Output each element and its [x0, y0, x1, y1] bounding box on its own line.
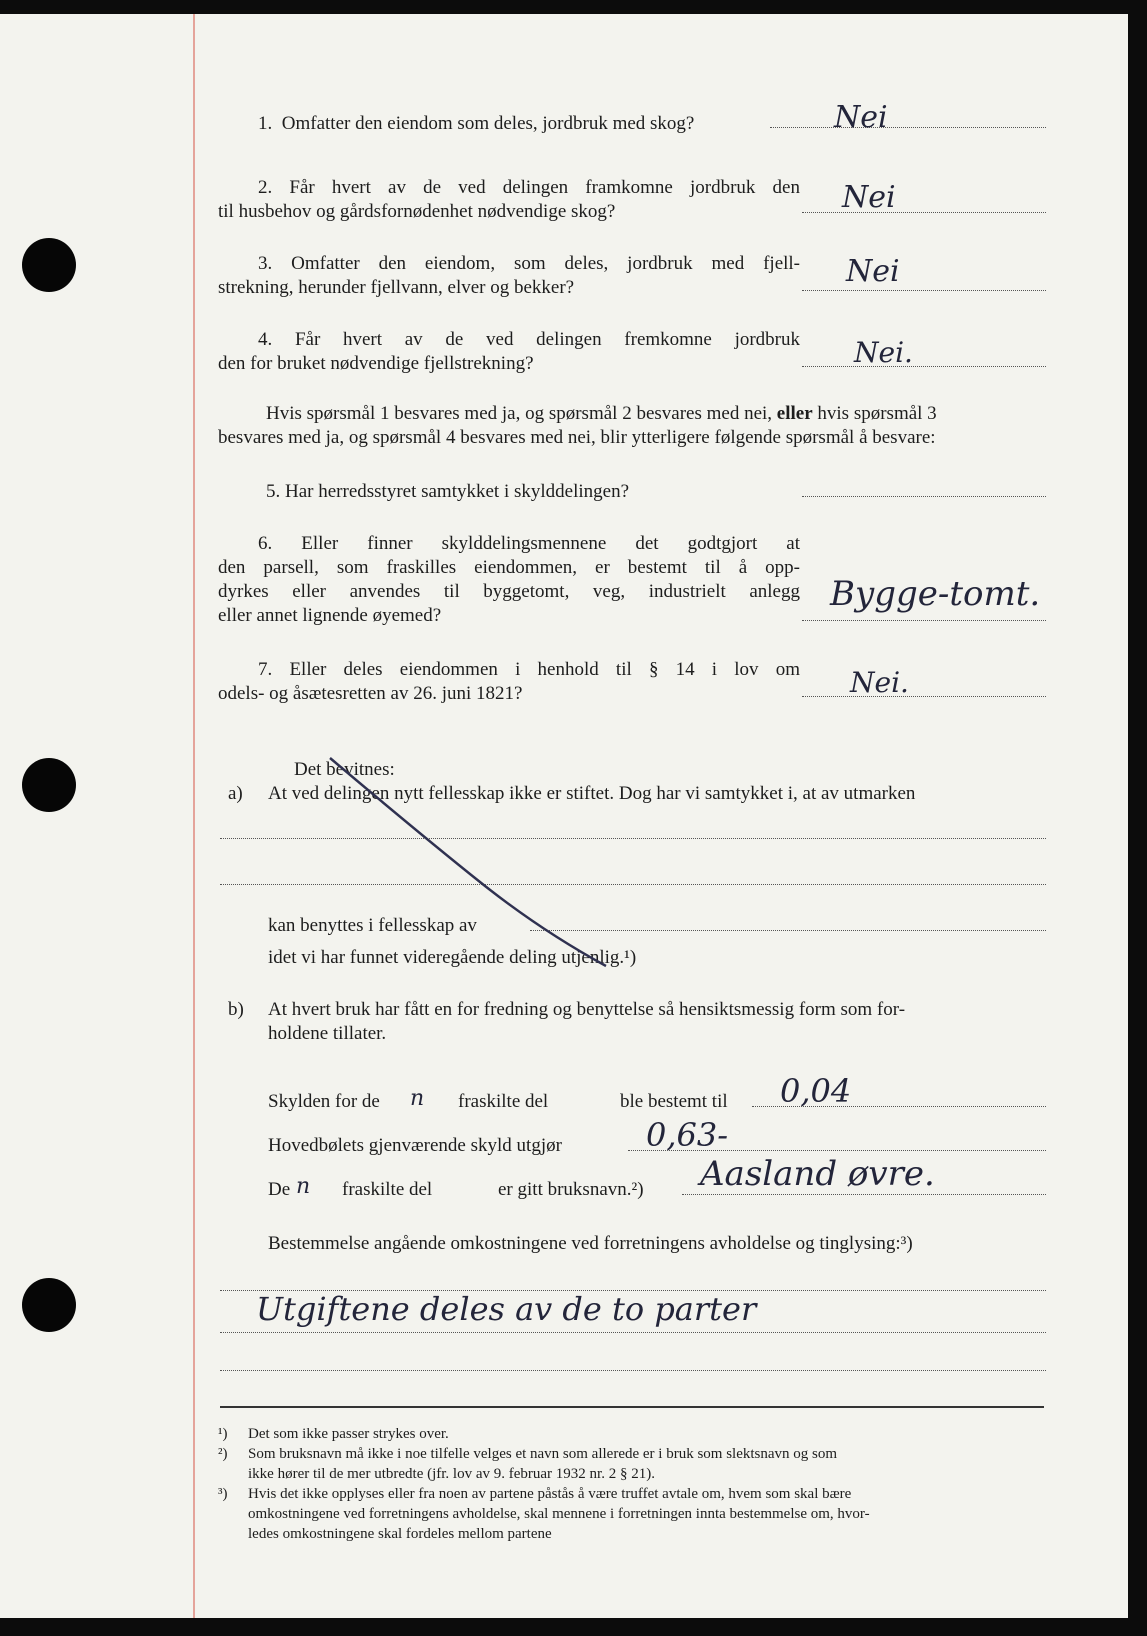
question-7-line-1: 7. Eller deles eiendommen i henhold til § 14 i lov om	[258, 659, 801, 680]
answer-4: Nei.	[854, 336, 913, 369]
question-2-line-1: 2. Får hvert av de ved delingen framkomne jordbruk den	[258, 177, 800, 198]
question-4-line-2: den for bruket nødvendige fjellstrekning?	[218, 353, 534, 374]
question-6-line-4: eller annet lignende øyemed?	[218, 605, 442, 626]
skyld-label-a: Skylden for de	[268, 1091, 380, 1112]
skyld-value: 0,04	[780, 1072, 852, 1110]
footnote-1: ¹) Det som ikke passer strykes over.	[218, 1426, 449, 1442]
skyld-label-b: fraskilte del	[458, 1091, 549, 1112]
answer-2: Nei	[842, 180, 896, 215]
blank-line	[220, 1370, 1046, 1371]
attest-b-label: b)	[228, 999, 244, 1020]
omkostninger-label: Bestemmelse angående omkostningene ved forretningens avholdelse og tinglysing:³)	[268, 1233, 913, 1254]
attest-a-label: a)	[228, 783, 243, 804]
question-number: 1.	[258, 113, 273, 134]
question-2-line-2: til husbehov og gårdsfornødenhet nødvendige skog?	[218, 201, 616, 222]
question-7-line-2: odels- og åsætesretten av 26. juni 1821?	[218, 683, 523, 704]
question-6-line-2: den parsell, som fraskilles eiendommen, er bestemt til å opp-	[218, 557, 800, 578]
footnote-3: ³) Hvis det ikke opplyses eller fra noen av partene påstås å være truffet avtale om, hvem som skal bære omkostningene ved forretningens avholdelse, skal mennene i forretningen innta bestemmelse om, hvor- ledes omkostningene skal fordeles mellom partene	[218, 1486, 870, 1542]
omkostninger-value: Utgiftene deles av de to parter	[256, 1290, 757, 1328]
condition-line-2: besvares med ja, og spørsmål 4 besvares med nei, blir ytterligere følgende spørsmål å besvare:	[218, 427, 936, 448]
document-page	[0, 14, 1128, 1618]
answer-6: Bygge-tomt.	[830, 574, 1041, 614]
question-6-line-1: 6. Eller finner skylddelingsmennene det godtgjort at	[258, 533, 801, 554]
answer-7: Nei.	[850, 666, 909, 699]
hovedbol-value: 0,63-	[646, 1116, 729, 1154]
answer-line	[802, 212, 1046, 213]
answer-line	[802, 290, 1046, 291]
footnote-rule	[220, 1406, 1044, 1408]
attest-a-line-2: kan benyttes i fellesskap av	[268, 915, 477, 936]
punch-hole-top	[22, 238, 76, 292]
bruksnavn-handwritten-n: n	[296, 1174, 311, 1199]
hovedbol-label: Hovedbølets gjenværende skyld utgjør	[268, 1135, 562, 1156]
answer-line	[802, 366, 1046, 367]
answer-line	[802, 696, 1046, 697]
answer-1: Nei	[834, 100, 888, 135]
question-1	[258, 112, 694, 136]
skyld-label-c: ble bestemt til	[620, 1091, 728, 1112]
answer-3: Nei	[846, 254, 900, 289]
bruksnavn-label-c: er gitt bruksnavn.²)	[498, 1179, 644, 1200]
attest-b-line-2: holdene tillater.	[268, 1023, 387, 1044]
question-5: 5. Har herredsstyret samtykket i skylddelingen?	[266, 481, 630, 502]
attest-a-line-3: idet vi har funnet videregående deling utjenlig.¹)	[268, 947, 637, 968]
blank-line	[220, 884, 1046, 885]
bruksnavn-label-a: De	[268, 1179, 291, 1200]
attest-a-text: At ved delingen nytt fellesskap ikke er stiftet. Dog har vi samtykket i, at av utmarken	[268, 783, 916, 804]
blank-line	[220, 838, 1046, 839]
answer-line	[802, 620, 1046, 621]
blank-line	[220, 1332, 1046, 1333]
question-4-line-1: 4. Får hvert av de ved delingen fremkomne jordbruk	[258, 329, 801, 350]
punch-hole-bottom	[22, 1278, 76, 1332]
condition-line-1: Hvis spørsmål 1 besvares med ja, og spørsmål 2 besvares med nei, eller hvis spørsmål 3	[266, 403, 937, 424]
bruksnavn-label-b: fraskilte del	[342, 1179, 433, 1200]
answer-line	[770, 127, 1046, 128]
question-3-line-1: 3. Omfatter den eiendom, som deles, jordbruk med fjell-	[258, 253, 801, 274]
attest-intro: Det bevitnes:	[294, 759, 395, 780]
skyld-handwritten-n: n	[410, 1086, 425, 1111]
question-6-line-3: dyrkes eller anvendes til byggetomt, veg, industrielt anlegg	[218, 581, 800, 602]
answer-line	[802, 496, 1046, 497]
bruksnavn-value: Aasland øvre.	[700, 1154, 935, 1194]
footnote-2: ²) Som bruksnavn må ikke i noe tilfelle velges et navn som allerede er i bruk som slektsnavn og som ikke hører til de mer utbredte (jfr. lov av 9. februar 1932 nr. 2 § 21).	[218, 1446, 838, 1482]
blank-line	[530, 930, 1046, 931]
margin-line	[193, 14, 195, 1618]
question-text: Omfatter den eiendom som deles, jordbruk med skog?	[281, 113, 695, 134]
question-3-line-2: strekning, herunder fjellvann, elver og bekker?	[218, 277, 575, 298]
punch-hole-middle	[22, 758, 76, 812]
attest-b-text: At hvert bruk har fått en for fredning og benyttelse så hensiktsmessig form som for-	[268, 999, 906, 1020]
value-line	[682, 1194, 1046, 1195]
